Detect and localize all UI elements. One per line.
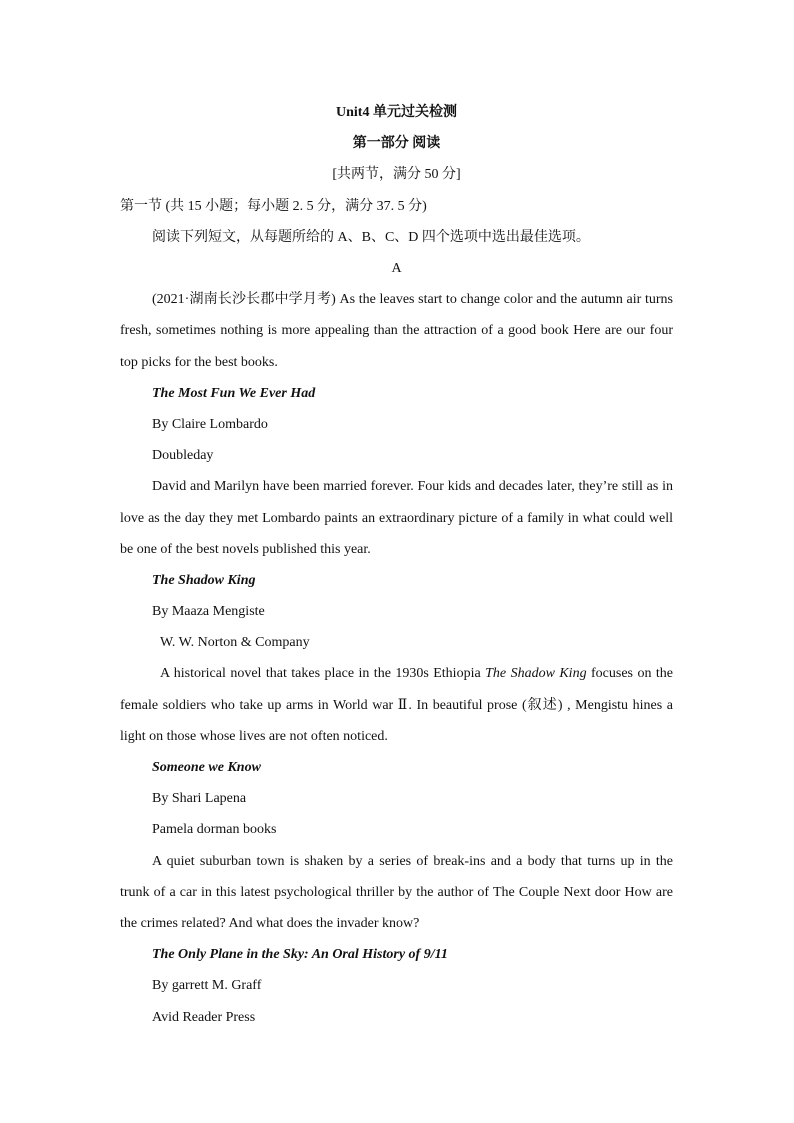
book-title: The Most Fun We Ever Had: [152, 385, 316, 401]
book-description: A quiet suburban town is shaken by a series of break-ins and a body that turns up in the trunk of a car in this latest psychological thriller by the author of The Couple Next door How are the crimes related? And what does the invader know?: [120, 853, 673, 932]
part-heading: 第一部分 阅读: [352, 136, 441, 152]
book-title: Someone we Know: [152, 760, 261, 776]
book-description-start: A historical novel that takes place in the 1930s Ethiopia: [160, 666, 486, 682]
document-page: [120, 97, 673, 1033]
book-description: [120, 658, 673, 752]
book-title: The Shadow King: [152, 572, 256, 588]
passage-intro: (2021·湖南长沙长郡中学月考) As the leaves start to change color and the autumn air turns fresh, sometimes nothing is more appealing than the attraction of a good book Here are our four top picks for the best books.: [120, 292, 673, 370]
book-publisher: Pamela dorman books: [152, 822, 277, 838]
book-title-inline: The Shadow King: [485, 666, 587, 682]
passage-letter: A: [391, 260, 402, 276]
section-instruction: 阅读下列短文，从每题所给的 A、B、C、D 四个选项中选出最佳选项。: [152, 229, 590, 245]
unit-title: Unit4 单元过关检测: [336, 105, 457, 120]
book-author: By Shari Lapena: [152, 791, 247, 807]
book-publisher: W. W. Norton & Company: [160, 635, 310, 651]
book-author: By Claire Lombardo: [152, 416, 268, 432]
book-publisher: Avid Reader Press: [152, 1009, 256, 1025]
book-description-rest: focuses on the female soldiers who take up arms in World war Ⅱ. In beautiful prose (叙述) , Mengistu hines a light on those whose lives are not often noticed.: [120, 666, 673, 744]
book-author: By Maaza Mengiste: [152, 604, 265, 620]
book-author: By garrett M. Graff: [152, 978, 262, 994]
book-description: David and Marilyn have been married forever. Four kids and decades later, they’re still as in love as the day they met Lombardo paints an extraordinary picture of a family in what could well be one of the best novels published this year.: [120, 479, 673, 557]
book-publisher: Doubleday: [152, 448, 214, 464]
book-title: The Only Plane in the Sky: An Oral History of 9/11: [152, 947, 448, 963]
section-label: 第一节 (共 15 小题；每小题 2. 5 分，满分 37. 5 分): [120, 198, 427, 214]
score-note: [共两节，满分 50 分]: [332, 167, 461, 183]
